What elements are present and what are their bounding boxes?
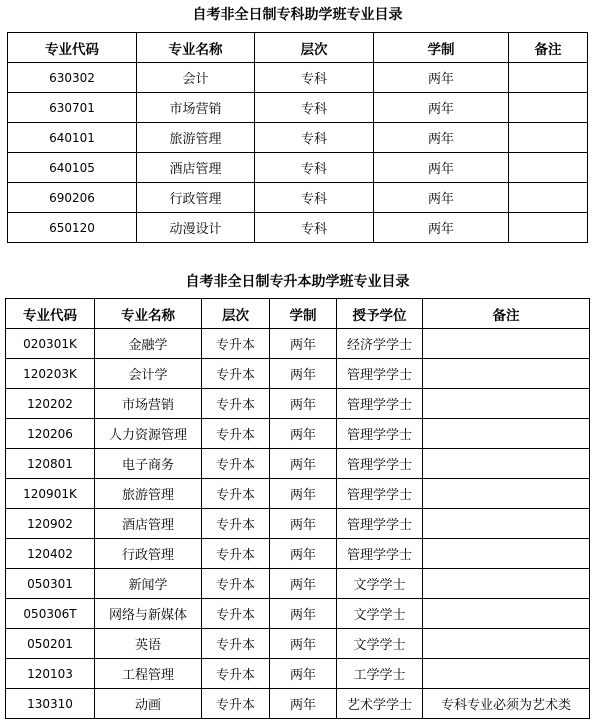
cell-name: 旅游管理 [95, 479, 202, 509]
cell-level: 专升本 [202, 419, 270, 449]
upgrade-catalog-table [5, 298, 590, 719]
column-header-level: 层次 [202, 299, 270, 329]
cell-duration: 两年 [374, 183, 509, 213]
cell-duration: 两年 [270, 329, 337, 359]
cell-level: 专科 [255, 123, 374, 153]
cell-degree: 工学学士 [337, 659, 423, 689]
table-row [6, 479, 590, 509]
table-row [6, 359, 590, 389]
cell-code: 120402 [6, 539, 95, 569]
cell-remarks [423, 449, 590, 479]
cell-name: 人力资源管理 [95, 419, 202, 449]
cell-level: 专科 [255, 93, 374, 123]
column-header-name: 专业名称 [137, 33, 255, 63]
cell-degree: 管理学学士 [337, 509, 423, 539]
table-row [6, 599, 590, 629]
cell-name: 会计 [137, 63, 255, 93]
cell-remarks [423, 419, 590, 449]
cell-remarks [509, 123, 588, 153]
specialty-catalog-table [7, 32, 588, 243]
cell-code: 630302 [8, 63, 137, 93]
cell-remarks [509, 93, 588, 123]
column-header-duration: 学制 [374, 33, 509, 63]
cell-level: 专科 [255, 63, 374, 93]
cell-duration: 两年 [270, 509, 337, 539]
cell-remarks [423, 659, 590, 689]
table-row [8, 183, 588, 213]
cell-duration: 两年 [374, 123, 509, 153]
table-row [6, 689, 590, 719]
table-row [8, 213, 588, 243]
cell-remarks [423, 359, 590, 389]
cell-code: 640105 [8, 153, 137, 183]
table1-title: 自考非全日制专科助学班专业目录 [192, 7, 403, 23]
cell-level: 专升本 [202, 389, 270, 419]
cell-duration: 两年 [374, 93, 509, 123]
cell-name: 旅游管理 [137, 123, 255, 153]
cell-code: 050201 [6, 629, 95, 659]
cell-duration: 两年 [270, 419, 337, 449]
cell-remarks [423, 599, 590, 629]
cell-name: 英语 [95, 629, 202, 659]
cell-degree: 管理学学士 [337, 479, 423, 509]
cell-remarks [423, 479, 590, 509]
cell-level: 专升本 [202, 329, 270, 359]
column-header-code: 专业代码 [6, 299, 95, 329]
cell-level: 专升本 [202, 629, 270, 659]
cell-code: 640101 [8, 123, 137, 153]
cell-level: 专升本 [202, 479, 270, 509]
table-row [8, 123, 588, 153]
cell-code: 120206 [6, 419, 95, 449]
cell-remarks [509, 63, 588, 93]
cell-remarks [423, 509, 590, 539]
cell-degree: 文学学士 [337, 629, 423, 659]
cell-duration: 两年 [374, 153, 509, 183]
cell-name: 动漫设计 [137, 213, 255, 243]
cell-duration: 两年 [270, 599, 337, 629]
cell-remarks [423, 389, 590, 419]
cell-level: 专升本 [202, 359, 270, 389]
cell-name: 行政管理 [137, 183, 255, 213]
column-header-code: 专业代码 [8, 33, 137, 63]
table1-header-row [8, 33, 588, 63]
table-row [8, 93, 588, 123]
cell-level: 专升本 [202, 659, 270, 689]
column-header-remarks: 备注 [509, 33, 588, 63]
cell-code: 120902 [6, 509, 95, 539]
cell-remarks [423, 569, 590, 599]
table-row [6, 539, 590, 569]
cell-level: 专升本 [202, 539, 270, 569]
table-row [6, 329, 590, 359]
cell-code: 130310 [6, 689, 95, 719]
cell-name: 新闻学 [95, 569, 202, 599]
cell-duration: 两年 [270, 389, 337, 419]
cell-duration: 两年 [270, 689, 337, 719]
cell-duration: 两年 [270, 539, 337, 569]
cell-name: 市场营销 [95, 389, 202, 419]
table-row [6, 389, 590, 419]
cell-code: 650120 [8, 213, 137, 243]
cell-duration: 两年 [270, 359, 337, 389]
cell-name: 电子商务 [95, 449, 202, 479]
cell-name: 会计学 [95, 359, 202, 389]
cell-code: 120202 [6, 389, 95, 419]
cell-degree: 文学学士 [337, 599, 423, 629]
cell-name: 行政管理 [95, 539, 202, 569]
cell-level: 专升本 [202, 509, 270, 539]
cell-code: 120103 [6, 659, 95, 689]
cell-degree: 艺术学学士 [337, 689, 423, 719]
cell-code: 120901K [6, 479, 95, 509]
cell-degree: 管理学学士 [337, 539, 423, 569]
cell-remarks [509, 183, 588, 213]
cell-duration: 两年 [270, 659, 337, 689]
cell-degree: 管理学学士 [337, 419, 423, 449]
cell-name: 金融学 [95, 329, 202, 359]
cell-level: 专升本 [202, 569, 270, 599]
cell-remarks [423, 329, 590, 359]
cell-degree: 文学学士 [337, 569, 423, 599]
table-row [6, 659, 590, 689]
table-row [8, 63, 588, 93]
cell-level: 专升本 [202, 449, 270, 479]
cell-code: 120203K [6, 359, 95, 389]
table2-title: 自考非全日制专升本助学班专业目录 [185, 274, 410, 290]
column-header-duration: 学制 [270, 299, 337, 329]
column-header-degree: 授予学位 [337, 299, 423, 329]
cell-degree: 管理学学士 [337, 359, 423, 389]
cell-code: 690206 [8, 183, 137, 213]
table-row [6, 569, 590, 599]
table-row [6, 419, 590, 449]
cell-duration: 两年 [270, 479, 337, 509]
table-row [6, 629, 590, 659]
cell-name: 酒店管理 [95, 509, 202, 539]
cell-name: 网络与新媒体 [95, 599, 202, 629]
cell-code: 630701 [8, 93, 137, 123]
cell-name: 市场营销 [137, 93, 255, 123]
cell-level: 专升本 [202, 689, 270, 719]
cell-name: 酒店管理 [137, 153, 255, 183]
cell-level: 专科 [255, 213, 374, 243]
cell-duration: 两年 [270, 449, 337, 479]
cell-code: 050306T [6, 599, 95, 629]
table2-header-row [6, 299, 590, 329]
cell-level: 专科 [255, 153, 374, 183]
cell-degree: 管理学学士 [337, 389, 423, 419]
column-header-remarks: 备注 [423, 299, 590, 329]
cell-duration: 两年 [374, 63, 509, 93]
cell-duration: 两年 [270, 629, 337, 659]
cell-remarks [509, 213, 588, 243]
cell-remarks [509, 153, 588, 183]
cell-name: 工程管理 [95, 659, 202, 689]
cell-duration: 两年 [270, 569, 337, 599]
cell-level: 专升本 [202, 599, 270, 629]
cell-name: 动画 [95, 689, 202, 719]
table-row [8, 153, 588, 183]
cell-code: 120801 [6, 449, 95, 479]
cell-remarks [423, 629, 590, 659]
cell-duration: 两年 [374, 213, 509, 243]
cell-level: 专科 [255, 183, 374, 213]
table-row [6, 509, 590, 539]
cell-remarks: 专科专业必须为艺术类 [423, 689, 590, 719]
cell-degree: 管理学学士 [337, 449, 423, 479]
cell-degree: 经济学学士 [337, 329, 423, 359]
column-header-name: 专业名称 [95, 299, 202, 329]
cell-remarks [423, 539, 590, 569]
cell-code: 050301 [6, 569, 95, 599]
table-row [6, 449, 590, 479]
column-header-level: 层次 [255, 33, 374, 63]
cell-code: 020301K [6, 329, 95, 359]
